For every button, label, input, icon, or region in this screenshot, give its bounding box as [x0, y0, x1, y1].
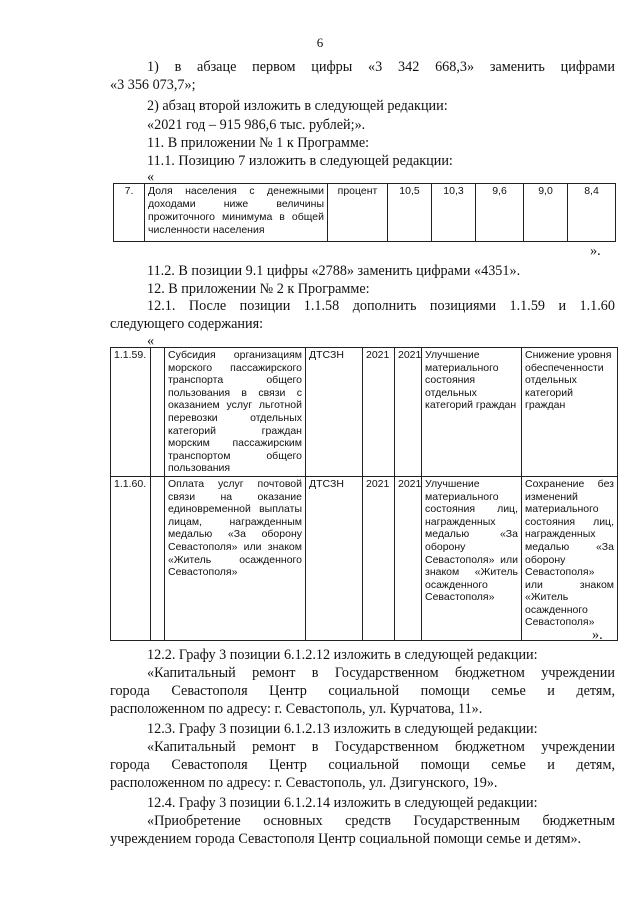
table-row [111, 476, 618, 640]
cell-name: Доля населения с денежными доходами ниже величины прожиточного минимума в общей численности населения [145, 184, 328, 242]
page-number: 6 [316, 35, 324, 50]
cell-value: 10,3 [432, 184, 476, 242]
cell-value: 10,5 [388, 184, 432, 242]
open-quote-1: « [147, 169, 155, 185]
cell-name: Субсидия организациям морского пассажирского транспорта общего пользования в связи с оказанием услуг льготной перевозки отдельных категорий граждан морским пассажирским транспортом общего пользования [165, 348, 306, 477]
paragraph-5: 11.1. Позицию 7 изложить в следующей редакции: [147, 153, 453, 169]
cell-start-year: 2021 [363, 348, 395, 477]
table-position-7 [113, 183, 616, 242]
cell-result: Улучшение материального состояния лиц, награжденных медалью «За оборону Севастополя» или знаком «Житель осажденного Севастополя» [422, 476, 522, 640]
cell-num: 7. [114, 184, 145, 242]
paragraph-8-line-a: 12.1. После позиции 1.1.58 дополнить позициями 1.1.59 и 1.1.60 [147, 298, 615, 314]
paragraph-4: 11. В приложении № 1 к Программе: [147, 135, 370, 151]
cell-value: 9,0 [524, 184, 568, 242]
cell-num: 1.1.60. [111, 476, 151, 640]
table-row [111, 348, 618, 477]
cell-executor: ДТСЗН [306, 348, 363, 477]
cell-executor: ДТСЗН [306, 476, 363, 640]
paragraph-10-line-b: города Севастополя Центр социальной помощи семье и детям, [110, 683, 615, 699]
cell-name: Оплата услуг почтовой связи на оказание единовременной выплаты лицам, награжденным медалью «За оборону Севастополя» или знаком «Житель осажденного Севастополя» [165, 476, 306, 640]
paragraph-12-line-b: города Севастополя Центр социальной помощи семье и детям, [110, 757, 615, 773]
paragraph-1-line-a: 1) в абзаце первом цифры «3 342 668,3» заменить цифрами [147, 59, 615, 75]
paragraph-2: 2) абзац второй изложить в следующей редакции: [147, 98, 448, 114]
cell-end-year: 2021 [395, 476, 422, 640]
cell-result: Улучшение материального состояния отдельных категорий граждан [422, 348, 522, 477]
cell-empty [151, 476, 165, 640]
paragraph-7: 12. В приложении № 2 к Программе: [147, 281, 370, 297]
paragraph-11: 12.3. Графу 3 позиции 6.1.2.13 изложить в следующей редакции: [147, 721, 538, 737]
paragraph-12-line-c: расположенном по адресу: г. Севастополь, ул. Дзигунского, 19». [110, 775, 498, 791]
paragraph-3: «2021 год – 915 986,6 тыс. рублей;». [147, 117, 366, 133]
paragraph-10-line-a: «Капитальный ремонт в Государственном бюджетном учреждении [147, 665, 615, 681]
cell-num: 1.1.59. [111, 348, 151, 477]
cell-end-year: 2021 [395, 348, 422, 477]
close-quote-2: ». [592, 627, 603, 643]
cell-effect: Сохранение без изменений материального состояния лиц, награжденных медалью «За оборону Севастополя» или знаком «Житель осажденного Севастополя» [522, 476, 618, 640]
paragraph-12-line-a: «Капитальный ремонт в Государственном бюджетном учреждении [147, 739, 615, 755]
cell-effect: Снижение уровня обеспеченности отдельных категорий граждан [522, 348, 618, 477]
table-positions-1-1-59-60 [110, 347, 618, 641]
paragraph-13: 12.4. Графу 3 позиции 6.1.2.14 изложить в следующей редакции: [147, 795, 538, 811]
table-row [114, 184, 616, 242]
paragraph-6: 11.2. В позиции 9.1 цифры «2788» заменить цифрами «4351». [147, 263, 521, 279]
paragraph-8-line-b: следующего содержания: [110, 316, 264, 332]
paragraph-1-line-b: «3 356 073,7»; [110, 77, 196, 93]
cell-empty [151, 348, 165, 477]
close-quote-1: ». [590, 243, 601, 259]
paragraph-9: 12.2. Графу 3 позиции 6.1.2.12 изложить в следующей редакции: [147, 647, 538, 663]
cell-value: 8,4 [568, 184, 616, 242]
open-quote-2: « [147, 333, 155, 349]
cell-unit: процент [328, 184, 388, 242]
cell-start-year: 2021 [363, 476, 395, 640]
paragraph-10-line-c: расположенном по адресу: г. Севастополь, ул. Курчатова, 11». [110, 701, 483, 717]
cell-value: 9,6 [476, 184, 524, 242]
paragraph-14-line-a: «Приобретение основных средств Государственным бюджетным [147, 813, 615, 829]
paragraph-14-line-b: учреждением города Севастополя Центр социальной помощи семье и детям». [110, 831, 582, 847]
